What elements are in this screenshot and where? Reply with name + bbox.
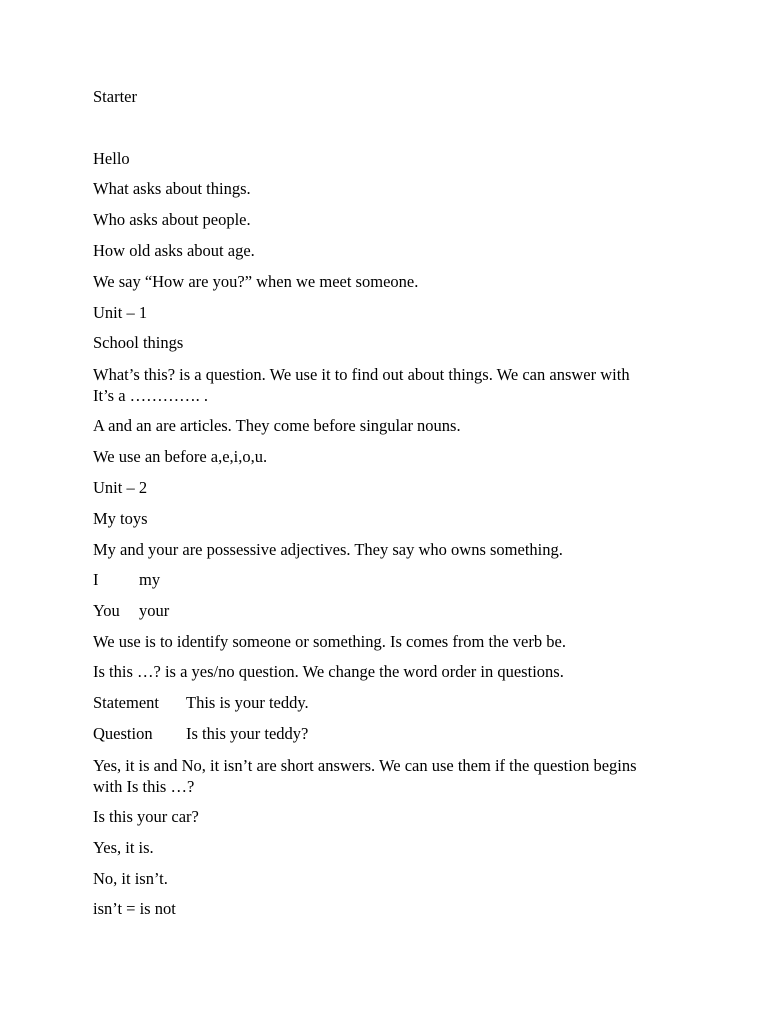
unit1-heading: Unit – 1 bbox=[93, 303, 148, 322]
example-question: Is this your car? bbox=[93, 807, 199, 826]
unit2-title: My toys bbox=[93, 509, 148, 528]
word-order-label: Statement bbox=[93, 693, 159, 712]
example-no-answer: No, it isn’t. bbox=[93, 869, 168, 888]
hello-line: Hello bbox=[93, 149, 130, 168]
adjective-cell: your bbox=[139, 601, 170, 620]
example-yes-answer: Yes, it is. bbox=[93, 838, 154, 857]
short-answers-paragraph: Yes, it is and No, it isn’t are short answers. We can use them if the question begins with Is this …? bbox=[93, 756, 637, 796]
is-this-question-line: Is this …? is a yes/no question. We change the word order in questions. bbox=[93, 662, 564, 681]
is-identify-line: We use is to identify someone or something. Is comes from the verb be. bbox=[93, 632, 566, 651]
what-line: What asks about things. bbox=[93, 179, 251, 198]
starter-heading: Starter bbox=[93, 87, 137, 106]
contraction-line: isn’t = is not bbox=[93, 899, 176, 918]
pronoun-row bbox=[93, 570, 161, 590]
pronoun-cell: I bbox=[93, 570, 99, 589]
how-old-line: How old asks about age. bbox=[93, 241, 255, 260]
word-order-row bbox=[93, 693, 309, 713]
articles-line: A and an are articles. They come before singular nouns. bbox=[93, 416, 461, 435]
possessive-line: My and your are possessive adjectives. They say who owns something. bbox=[93, 540, 563, 559]
unit2-heading: Unit – 2 bbox=[93, 478, 148, 497]
word-order-label: Question bbox=[93, 724, 153, 743]
how-are-you-line: We say “How are you?” when we meet someone. bbox=[93, 272, 419, 291]
word-order-row bbox=[93, 724, 309, 744]
word-order-example: Is this your teddy? bbox=[186, 724, 309, 743]
an-rule-line: We use an before a,e,i,o,u. bbox=[93, 447, 268, 466]
adjective-cell: my bbox=[139, 570, 161, 589]
pronoun-cell: You bbox=[93, 601, 120, 620]
whats-this-paragraph: What’s this? is a question. We use it to find out about things. We can answer with It’s a …………. . bbox=[93, 365, 630, 405]
unit1-title: School things bbox=[93, 333, 184, 352]
who-line: Who asks about people. bbox=[93, 210, 251, 229]
pronoun-row bbox=[93, 601, 170, 621]
word-order-example: This is your teddy. bbox=[186, 693, 309, 712]
